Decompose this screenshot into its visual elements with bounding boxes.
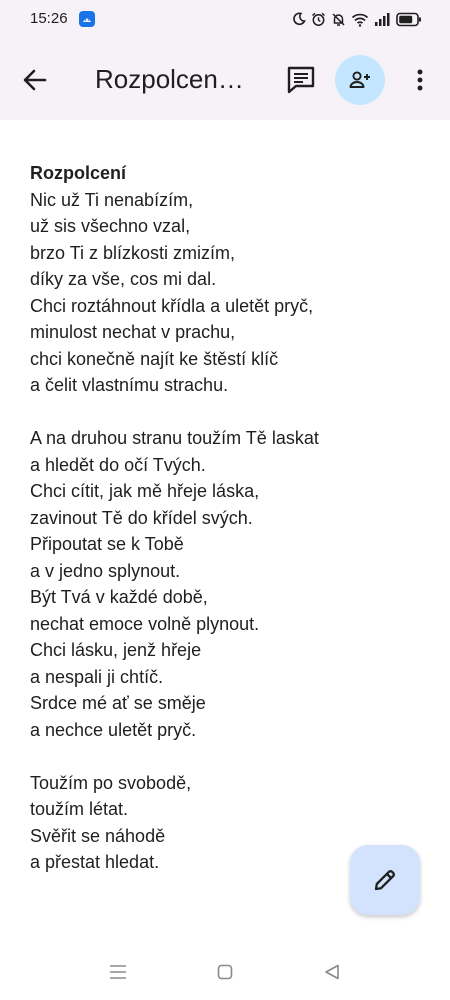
poem-line: Svěřit se náhodě [30,825,166,846]
more-vert-icon [408,65,432,95]
poem-line: Být Tvá v každé době, [30,587,208,607]
poem-line: Chci roztáhnout křídla a uletět pryč, [30,295,314,316]
poem-line: a nechce uletět pryč. [30,719,197,740]
back-arrow-icon [20,65,50,95]
person-add-icon [348,68,372,92]
pencil-icon [372,867,398,893]
poem-line: nechat emoce volně plynout. [30,613,260,634]
home-button[interactable] [217,964,233,985]
bell-off-icon [331,12,346,27]
alarm-icon [311,12,326,27]
poem-line: toužím létat. [30,799,129,819]
stanza-2 [30,425,430,743]
poem-line: a přestat hledat. [30,852,160,872]
poem-line: Toužím po svobodě, [30,772,192,793]
poem-line: Chci lásku, jenž hřeje [30,640,202,660]
poem-line: minulost nechat v prachu, [30,322,236,342]
poem-line: a hledět do očí Tvých. [30,454,206,475]
back-button[interactable] [20,65,50,95]
edit-button[interactable] [350,845,420,915]
poem-line: a v jedno splynout. [30,560,181,581]
poem-line: Srdce mé ať se směje [30,693,206,713]
status-time: 15:26 [30,10,68,27]
document-body[interactable] [30,160,430,902]
poem-line: díky za vše, cos mi dal. [30,269,217,289]
poem-line: Chci cítit, jak mě hřeje láska, [30,481,260,501]
system-back-button[interactable] [324,964,340,985]
menu-icon [109,964,127,980]
poem-line: zavinout Tě do křídel svých. [30,507,253,528]
wifi-icon [351,12,369,27]
moon-icon [292,12,306,26]
add-people-button[interactable] [335,55,385,105]
home-icon [217,964,233,980]
back-triangle-icon [324,964,340,980]
status-icons [292,10,422,28]
poem-title: Rozpolcení [30,163,127,183]
comment-icon [284,63,318,97]
poem-line: A na druhou stranu toužím Tě laskat [30,428,319,448]
stanza-1 [30,187,430,399]
status-bar [0,0,450,38]
document-title: Rozpolcen… [95,64,244,94]
more-options-button[interactable] [408,65,432,95]
signal-icon [374,12,391,27]
system-nav-bar [0,950,450,1000]
app-bar [0,38,450,120]
poem-line: a nespali ji chtíč. [30,666,164,687]
poem-line: Nic už Ti nenabízím, [30,189,194,210]
battery-icon [396,12,422,27]
recent-apps-button[interactable] [109,964,127,985]
poem-line: Připoutat se k Tobě [30,534,184,554]
comment-button[interactable] [284,63,318,97]
poem-line: a čelit vlastnímu strachu. [30,375,229,395]
app-notification-icon [79,11,95,27]
poem-line: chci konečně najít ke štěstí klíč [30,348,279,369]
poem-line: už sis všechno vzal, [30,216,191,236]
poem-line: brzo Ti z blízkosti zmizím, [30,242,236,263]
